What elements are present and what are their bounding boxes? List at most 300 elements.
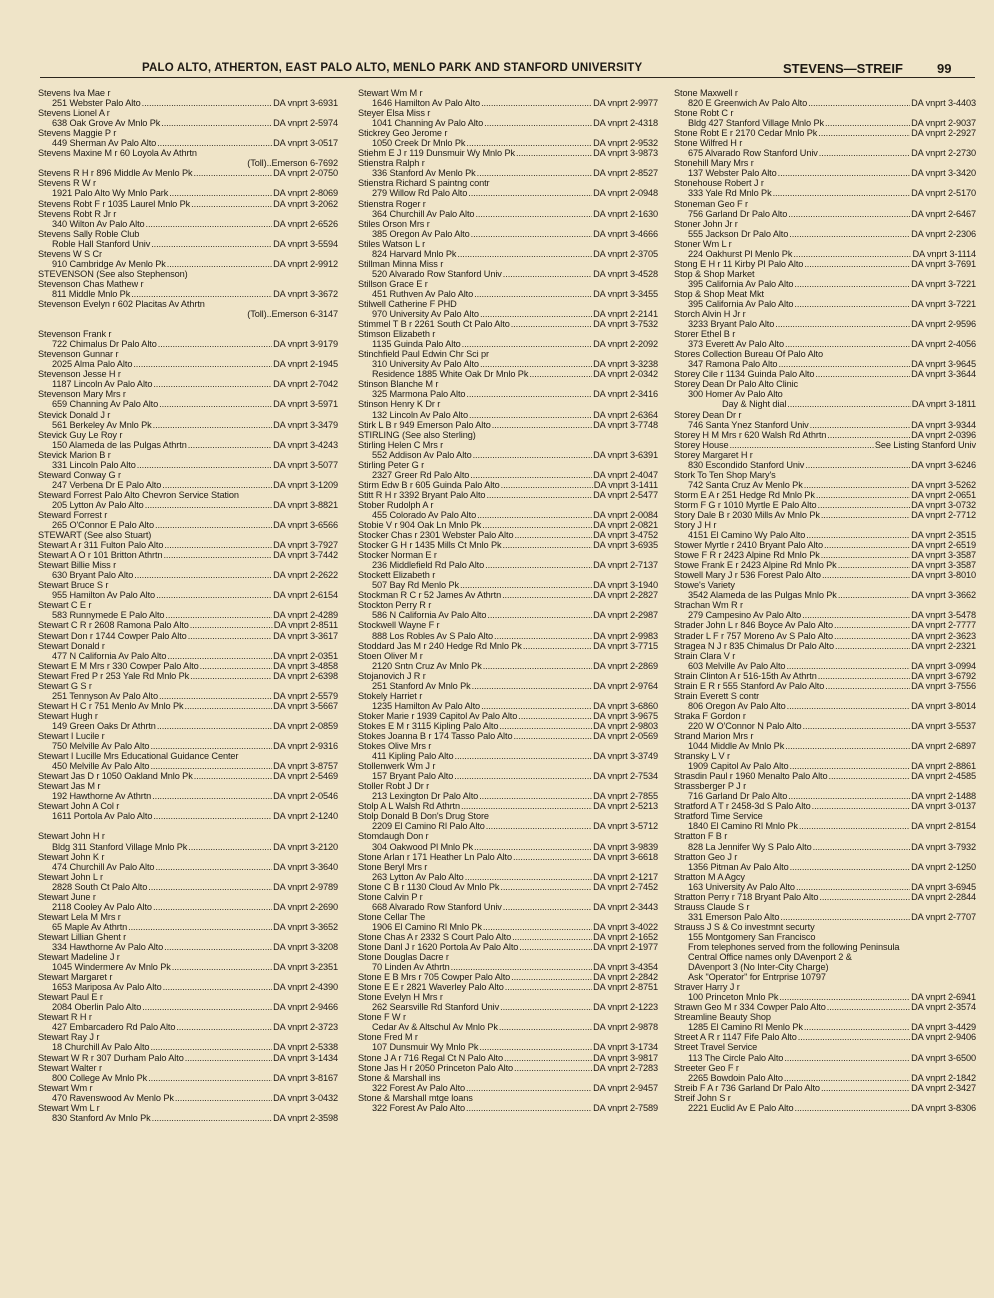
listing-line: Stewart Wm r — [38, 1082, 93, 1093]
listing-line — [358, 560, 658, 570]
leader-dots — [503, 269, 592, 279]
leader-dots — [150, 741, 272, 751]
listing-name: 150 Alameda de las Pulgas Athrtn — [52, 439, 187, 450]
listing-line — [674, 118, 976, 128]
leader-dots — [157, 138, 272, 148]
listing-line — [38, 239, 338, 249]
listing-name: Stowell Mary J r 536 Forest Palo Alto — [674, 570, 821, 581]
leader-dots — [188, 440, 272, 450]
phone-number: DA vnprt 3-5077 — [273, 459, 338, 470]
listing-column-1 — [38, 88, 338, 1288]
phone-number: DA vnprt 3-2062 — [273, 198, 338, 209]
running-title: PALO ALTO, ATHERTON, EAST PALO ALTO, MENLO PARK AND STANFORD UNIVERSITY — [142, 62, 643, 74]
phone-number: DA vnprt 2-0342 — [593, 369, 658, 380]
listing-name: Cedar Av & Altschul Av Mnlo Pk — [372, 1022, 498, 1033]
phone-number: DA vnprt 3-3662 — [911, 590, 976, 601]
phone-number: DA vnprt 2-1240 — [273, 811, 338, 822]
listing-line — [38, 821, 338, 831]
listing-line — [358, 821, 658, 831]
listing-name: Stone J A r 716 Regal Ct N Palo Alto — [358, 1052, 504, 1063]
listing-line: Stevenson Evelyn r 602 Placitas Av Athrtn — [38, 298, 205, 309]
leader-dots — [819, 892, 910, 902]
listing-line — [358, 369, 658, 379]
listing-line — [674, 550, 976, 560]
listing-line — [358, 389, 658, 399]
listing-line: Stewart Hugh r — [38, 710, 98, 721]
listing-name: Strain E R r 555 Stanford Av Palo Alto — [674, 680, 825, 691]
listing-line — [358, 339, 658, 349]
listing-line — [674, 1083, 976, 1093]
leader-dots — [466, 389, 592, 399]
listing-name: 455 Colorado Av Palo Alto — [372, 509, 477, 520]
phone-number: DA vnprt 2-2927 — [911, 128, 976, 139]
leader-dots — [805, 460, 910, 470]
phone-number: DA vnprt 2-3443 — [593, 901, 658, 912]
listing-line — [358, 711, 658, 721]
phone-number: DA vnprt 2-0351 — [273, 650, 338, 661]
listing-name: 304 Oakwood Pl Mnlo Pk — [372, 841, 473, 852]
listing-line — [674, 721, 976, 731]
listing-name: 820 E Greenwich Av Palo Alto — [688, 98, 808, 109]
listing-name: 746 Santa Ynez Stanford Univ — [688, 419, 809, 430]
listing-name: Stevens R H r 896 Middle Av Menlo Pk — [38, 168, 193, 179]
listing-name: 395 California Av Palo Alto — [688, 298, 794, 309]
listing-line — [358, 932, 658, 942]
leader-dots — [200, 661, 272, 671]
listing-line: Stewart Bruce S r — [38, 580, 109, 591]
phone-number: DA vnprt 3-7748 — [593, 419, 658, 430]
listing-line — [674, 620, 976, 630]
leader-dots — [466, 138, 592, 148]
phone-number: DA vnprt 2-8751 — [593, 982, 658, 993]
leader-dots — [142, 98, 272, 108]
listing-name: 2118 Cooley Av Palo Alto — [52, 901, 152, 912]
listing-name: Stone E E r 2821 Waverley Palo Alto — [358, 982, 504, 993]
leader-dots — [513, 852, 592, 862]
leader-dots — [152, 791, 272, 801]
leader-dots — [794, 299, 910, 309]
listing-line — [674, 128, 976, 138]
leader-dots — [484, 118, 592, 128]
listing-line — [674, 661, 976, 671]
phone-number: DA vnprt 3-2120 — [273, 841, 338, 852]
listing-name: Day & Night dial — [722, 399, 787, 410]
leader-dots — [818, 128, 910, 138]
listing-line — [358, 801, 658, 811]
listing-line — [674, 631, 976, 641]
listing-line — [358, 852, 658, 862]
listing-line — [38, 219, 338, 229]
listing-line: Stillson Grace E r — [358, 278, 428, 289]
phone-number: DA vnprt 2-3723 — [273, 1022, 338, 1033]
leader-dots — [470, 470, 592, 480]
phone-number: DA vnprt 2-0396 — [911, 429, 976, 440]
leader-dots — [519, 942, 592, 952]
phone-number: DA vnprt 3-6500 — [911, 1052, 976, 1063]
phone-number: DA vnprt 3-0432 — [273, 1092, 338, 1103]
listing-line — [674, 882, 976, 892]
listing-line — [674, 862, 976, 872]
listing-name: 470 Ravenswood Av Menlo Pk — [52, 1092, 174, 1103]
listing-line: Stone Calvin P r — [358, 891, 423, 902]
phone-number: DA vnprt 2-0821 — [593, 520, 658, 531]
leader-dots — [455, 751, 593, 761]
listing-line — [38, 651, 338, 661]
listing-name: 1356 Pitman Av Palo Alto — [688, 861, 789, 872]
listing-line: Stone F W r — [358, 1012, 406, 1023]
listing-line — [674, 570, 976, 580]
phone-number: DA vnprt 3-8306 — [911, 1102, 976, 1113]
phone-number: DA vnprt 2-9406 — [911, 1032, 976, 1043]
listing-line: Stevenson Chas Mathew r — [38, 278, 144, 289]
leader-dots — [151, 239, 272, 249]
leader-dots — [815, 369, 910, 379]
phone-number: DA vnprt 2-7283 — [593, 1062, 658, 1073]
listing-name: 1135 Guinda Palo Alto — [372, 339, 461, 350]
phone-number: DA vnprt 3-5478 — [911, 610, 976, 621]
leader-dots — [159, 691, 272, 701]
listing-line — [358, 98, 658, 108]
leader-dots — [795, 1103, 911, 1113]
leader-dots — [798, 1032, 910, 1042]
listing-line: Stewart Paul E r — [38, 992, 103, 1003]
listing-name: Stratford A T r 2458-3d S Palo Alto — [674, 801, 811, 812]
leader-dots — [150, 1042, 272, 1052]
listing-name: Stockman R C r 52 James Av Athrtn — [358, 590, 502, 601]
leader-dots — [190, 620, 273, 630]
listing-name: 2828 South Ct Palo Alto — [52, 881, 148, 892]
listing-line: Stewart Lela M Mrs r — [38, 911, 121, 922]
listing-line — [674, 1022, 976, 1032]
listing-name: Street A R r 1147 Fife Palo Alto — [674, 1032, 797, 1043]
listing-line — [674, 359, 976, 369]
leader-dots — [156, 590, 272, 600]
listing-line — [674, 801, 976, 811]
listing-line — [358, 420, 658, 430]
listing-name: Stone Chas A r 2332 S Court Palo Alto — [358, 931, 512, 942]
listing-name: 334 Hawthorne Av Palo Alto — [52, 941, 164, 952]
listing-name: 1235 Hamilton Av Palo Alto — [372, 700, 481, 711]
listing-name: 4151 El Camino Wy Palo Alto — [688, 530, 806, 541]
listing-line — [674, 500, 976, 510]
listing-line: Stokely Harriet r — [358, 690, 423, 701]
listing-name: Stitt R H r 3392 Bryant Palo Alto — [358, 489, 486, 500]
listing-line: Stratton Geo J r — [674, 851, 738, 862]
leader-dots — [829, 771, 911, 781]
listing-name: 630 Bryant Palo Alto — [52, 570, 134, 581]
listing-line — [674, 339, 976, 349]
listing-line — [358, 269, 658, 279]
phone-number: DA vnprt 2-9457 — [593, 1082, 658, 1093]
listing-name: 2084 Oberlin Palo Alto — [52, 1002, 142, 1013]
listing-name: 113 The Circle Palo Alto — [688, 1052, 784, 1063]
phone-number: DA vnprt 3-5667 — [273, 700, 338, 711]
phone-number: DA vnprt 3-4752 — [593, 530, 658, 541]
listing-name: Stewart H C r 751 Menlo Av Mnlo Pk — [38, 700, 184, 711]
leader-dots — [468, 188, 592, 198]
phone-number: DA vnprt 3-3617 — [273, 630, 338, 641]
listing-line: Stevens Maggie P r — [38, 128, 117, 139]
phone-number: DA vnprt 3-8014 — [911, 700, 976, 711]
listing-line: Stevens R W r — [38, 178, 96, 189]
listing-name: 331 Emerson Palo Alto — [688, 911, 780, 922]
listing-line — [38, 620, 338, 630]
listing-name: Strain Clinton A r 516-15th Av Athrtn — [674, 670, 817, 681]
phone-number: DA vnprt 2-7452 — [593, 881, 658, 892]
leader-dots — [169, 188, 272, 198]
listing-line — [674, 1053, 976, 1063]
leader-dots — [163, 550, 272, 560]
listing-line — [674, 319, 976, 329]
listing-name: 1044 Middle Av Mnlo Pk — [688, 741, 785, 752]
listing-line — [38, 882, 338, 892]
listing-name: 1187 Lincoln Av Palo Alto — [52, 379, 153, 390]
phone-number: DA vnprt 2-9596 — [911, 319, 976, 330]
listing-line: Ask "Operator" for Entrprise 10797 — [688, 972, 826, 983]
leader-dots — [172, 962, 272, 972]
leader-dots — [454, 771, 592, 781]
leader-dots — [834, 620, 910, 630]
phone-number: DA vnprt 2-9803 — [593, 720, 658, 731]
listing-line: Stienstra Roger r — [358, 198, 426, 209]
page-number: 99 — [937, 61, 952, 76]
phone-number: DA vnprt 3-8821 — [273, 499, 338, 510]
listing-line — [38, 359, 338, 369]
listing-name: 552 Addison Av Palo Alto — [372, 449, 472, 460]
listing-name: Stone Danl J r 1620 Portola Av Palo Alto — [358, 941, 519, 952]
phone-number: DA vnprt 3-4354 — [593, 962, 658, 973]
leader-dots — [487, 610, 592, 620]
phone-number: DA vnprt 2-2869 — [593, 660, 658, 671]
listing-line: Stojanovich J R r — [358, 670, 426, 681]
leader-dots — [128, 922, 272, 932]
phone-number: DA vnprt 2-8069 — [273, 188, 338, 199]
listing-line — [358, 309, 658, 319]
listing-line — [674, 771, 976, 781]
listing-name: 373 Everett Av Palo Alto — [688, 339, 785, 350]
listing-name: 427 Embarcadero Rd Palo Alto — [52, 1022, 176, 1033]
leader-dots — [150, 761, 272, 771]
listing-name: Strawn Geo M r 334 Cowper Palo Alto — [674, 1002, 826, 1013]
leader-dots — [131, 289, 272, 299]
phone-number: DA vnprt 2-5213 — [593, 801, 658, 812]
phone-number: DA vnprt 3-4528 — [593, 268, 658, 279]
listing-name: Stobie V r 904 Oak Ln Mnlo Pk — [358, 520, 482, 531]
leader-dots — [153, 420, 272, 430]
listing-line: Stone Beryl Mrs r — [358, 861, 428, 872]
listing-line — [674, 98, 976, 108]
listing-line: Stewart Madeline J r — [38, 952, 120, 963]
listing-name: 157 Bryant Palo Alto — [372, 771, 454, 782]
listing-line: Stockwell Wayne F r — [358, 620, 440, 631]
listing-line — [358, 510, 658, 520]
leader-dots — [808, 98, 910, 108]
leader-dots — [146, 219, 273, 229]
leader-dots — [451, 962, 592, 972]
leader-dots — [162, 480, 272, 490]
listing-line: Central Office names only DAvenport 2 & — [688, 952, 852, 963]
leader-dots — [503, 540, 593, 550]
phone-number: DA vnprt 3-7932 — [911, 841, 976, 852]
phone-number: DA vnprt 3-6792 — [911, 670, 976, 681]
phone-number: DA vnprt 3-2351 — [273, 962, 338, 973]
phone-number: DA vnprt 2-5170 — [911, 188, 976, 199]
phone-number: DA vnprt 2-9532 — [593, 138, 658, 149]
listing-line — [358, 249, 658, 259]
phone-number: DA vnprt 3-4403 — [911, 98, 976, 109]
listing-name: 561 Berkeley Av Mnlo Pk — [52, 419, 152, 430]
listing-line: Stone Cellar The — [358, 911, 426, 922]
listing-line — [38, 570, 338, 580]
leader-dots — [165, 610, 272, 620]
listing-line: Streamline Beauty Shop — [674, 1012, 771, 1023]
listing-name: 149 Green Oaks Dr Athrtn — [52, 720, 156, 731]
leader-dots — [821, 550, 910, 560]
leader-dots — [514, 1063, 592, 1073]
listing-name: 395 California Av Palo Alto — [688, 278, 794, 289]
phone-number: DA vnprt 2-9983 — [593, 630, 658, 641]
listing-line — [674, 530, 976, 540]
listing-line: Stevens Lionel A r — [38, 108, 110, 119]
phone-number: DA vnprt 2-2622 — [273, 570, 338, 581]
phone-number: DA vnprt 3-7556 — [911, 680, 976, 691]
listing-name: 830 Stanford Av Mnlo Pk — [52, 1112, 151, 1123]
phone-number: DA vnprt 2-7042 — [273, 379, 338, 390]
listing-line: Stevens W S Cr — [38, 248, 102, 259]
listing-line: Streif John S r — [674, 1092, 731, 1103]
phone-number: DA vnprt 2-0750 — [273, 168, 338, 179]
leader-dots — [512, 932, 592, 942]
phone-number: DA vnprt 3-3652 — [273, 921, 338, 932]
phone-number: DA vnprt 2-7777 — [911, 620, 976, 631]
listing-line — [674, 641, 976, 651]
listing-line — [674, 560, 976, 570]
leader-dots — [810, 420, 910, 430]
listing-line — [38, 540, 338, 550]
phone-number: DA vnprt 3-4243 — [273, 439, 338, 450]
listing-name: Storey Cile r 1134 Guinda Palo Alto — [674, 369, 815, 380]
leader-dots — [152, 1113, 272, 1123]
listing-line: Stirling Peter G r — [358, 459, 425, 470]
listing-line: Stevens Robt R Jr r — [38, 208, 117, 219]
leader-dots — [460, 580, 592, 590]
listing-line — [674, 299, 976, 309]
leader-dots — [185, 701, 273, 711]
leader-dots — [784, 1053, 910, 1063]
leader-dots — [145, 500, 272, 510]
listing-line: Steward Conway G r — [38, 469, 121, 480]
leader-dots — [194, 771, 272, 781]
leader-dots — [471, 229, 592, 239]
listing-line — [358, 520, 658, 530]
listing-name: Stower Myrtle r 2410 Bryant Palo Alto — [674, 540, 823, 551]
listing-line — [674, 791, 976, 801]
listing-line: Stone Maxwell r — [674, 88, 738, 98]
listing-name: 2327 Greer Rd Palo Alto — [372, 469, 470, 480]
phone-number: DA vnprt 2-7137 — [593, 560, 658, 571]
listing-name: 555 Jackson Dr Palo Alto — [688, 228, 789, 239]
leader-dots — [457, 249, 592, 259]
listing-name: 824 Harvard Mnlo Pk — [372, 248, 457, 259]
leader-dots — [190, 671, 272, 681]
listing-line — [358, 540, 658, 550]
listing-name: 2209 El Camino Rl Palo Alto — [372, 821, 485, 832]
leader-dots — [788, 791, 910, 801]
listing-line — [38, 1002, 338, 1012]
leader-dots — [773, 188, 911, 198]
listing-name: 333 Yale Rd Mnlo Pk — [688, 188, 772, 199]
phone-number: DA vnprt 2-7855 — [593, 791, 658, 802]
phone-number: DA vnprt 3-1209 — [273, 479, 338, 490]
listing-line — [358, 771, 658, 781]
listing-line: Story J H r — [674, 520, 717, 531]
listing-line — [358, 842, 658, 852]
listing-name: 3542 Alameda de las Pulgas Mnlo Pk — [688, 590, 837, 601]
listing-line: Stevenson Jesse H r — [38, 369, 121, 380]
listing-line: Stransky L V r — [674, 751, 730, 762]
listing-line — [38, 771, 338, 781]
leader-dots — [835, 641, 910, 651]
phone-number: DA vnprt 2-2987 — [593, 610, 658, 621]
leader-dots — [474, 842, 592, 852]
listing-name: Stone C B r 1130 Cloud Av Mnlo Pk — [358, 881, 500, 892]
phone-number: DA vnprt 2-6467 — [911, 208, 976, 219]
listing-line: Strauss Claude S r — [674, 901, 750, 912]
leader-dots — [480, 309, 592, 319]
listing-name: 279 Campesino Av Palo Alto — [688, 610, 802, 621]
listing-line — [358, 450, 658, 460]
phone-number: DA vnprt 3-7532 — [593, 319, 658, 330]
listing-name: Stoker Marie r 1939 Capitol Av Palo Alto — [358, 710, 518, 721]
listing-name: 132 Lincoln Av Palo Alto — [372, 409, 469, 420]
listing-name: 247 Verbena Dr E Palo Alto — [52, 479, 162, 490]
listing-line — [38, 259, 338, 269]
listing-line: Stewart Wm M r — [358, 88, 423, 98]
listing-line: Stewart Margaret r — [38, 972, 113, 983]
phone-number: DA vnprt 2-0859 — [273, 720, 338, 731]
listing-line — [38, 188, 338, 198]
phone-number: DA vnprt 3-8167 — [273, 1072, 338, 1083]
listing-name: 756 Garland Dr Palo Alto — [688, 208, 788, 219]
listing-line: Strachan Wm R r — [674, 600, 743, 611]
leader-dots — [148, 882, 272, 892]
listing-line — [674, 148, 976, 158]
listing-line: Stewart Billie Miss r — [38, 560, 117, 571]
leader-dots — [804, 480, 910, 490]
leader-dots — [780, 912, 910, 922]
listing-name: 638 Oak Grove Av Mnlo Pk — [52, 118, 161, 129]
phone-number: DA vnprt 2-8861 — [911, 761, 976, 772]
listing-line: Stockton Perry R r — [358, 600, 432, 611]
phone-number: DA vnprt 3-0517 — [273, 138, 338, 149]
listing-name: 811 Middle Mnlo Pk — [52, 288, 131, 299]
listing-name: 742 Santa Cruz Av Menlo Pk — [688, 479, 803, 490]
listing-line — [674, 892, 976, 902]
phone-number: DA vnprt 2-3515 — [911, 530, 976, 541]
listing-name: 507 Bay Rd Menlo Pk — [372, 580, 459, 591]
leader-dots — [827, 1002, 910, 1012]
phone-number: DA vnprt 2-1488 — [911, 791, 976, 802]
leader-dots — [799, 821, 910, 831]
listing-line — [674, 1002, 976, 1012]
phone-number: DA vnprt 2-2321 — [911, 640, 976, 651]
listing-line: Storer Ethel B r — [674, 329, 736, 340]
leader-dots — [518, 711, 592, 721]
listing-name: 251 Stanford Av Mnlo Pk — [372, 680, 471, 691]
listing-line — [358, 1042, 658, 1052]
listing-line: Stewart June r — [38, 891, 96, 902]
listing-name: 163 University Av Palo Alto — [688, 881, 795, 892]
